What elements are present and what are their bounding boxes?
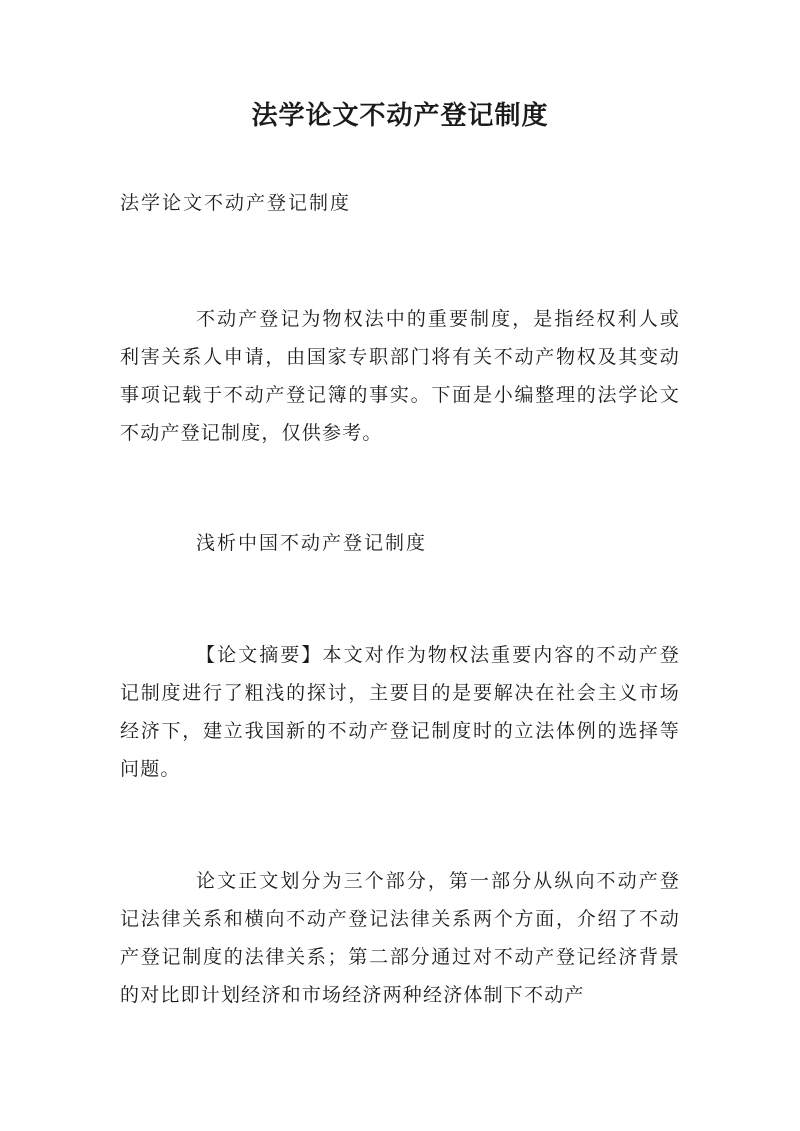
body-paragraph: 论文正文划分为三个部分，第一部分从纵向不动产登记法律关系和横向不动产登记法律关系两个方面，介绍了不动产登记制度的法律关系；第二部分通过对不动产登记经济背景的对比即计划经济和市场经济两种经济体制下不动产	[120, 870, 680, 1006]
document-title: 法学论文不动产登记制度	[251, 101, 549, 131]
section-heading: 浅析中国不动产登记制度	[196, 532, 428, 554]
document-subtitle: 法学论文不动产登记制度	[120, 192, 352, 214]
intro-paragraph: 不动产登记为物权法中的重要制度，是指经权利人或利害关系人申请，由国家专职部门将有关不动产物权及其变动事项记载于不动产登记簿的事实。下面是小编整理的法学论文不动产登记制度，仅供参考。	[120, 308, 680, 444]
abstract-paragraph: 【论文摘要】本文对作为物权法重要内容的不动产登记制度进行了粗浅的探讨，主要目的是要解决在社会主义市场经济下，建立我国新的不动产登记制度时的立法体例的选择等问题。	[120, 644, 680, 780]
